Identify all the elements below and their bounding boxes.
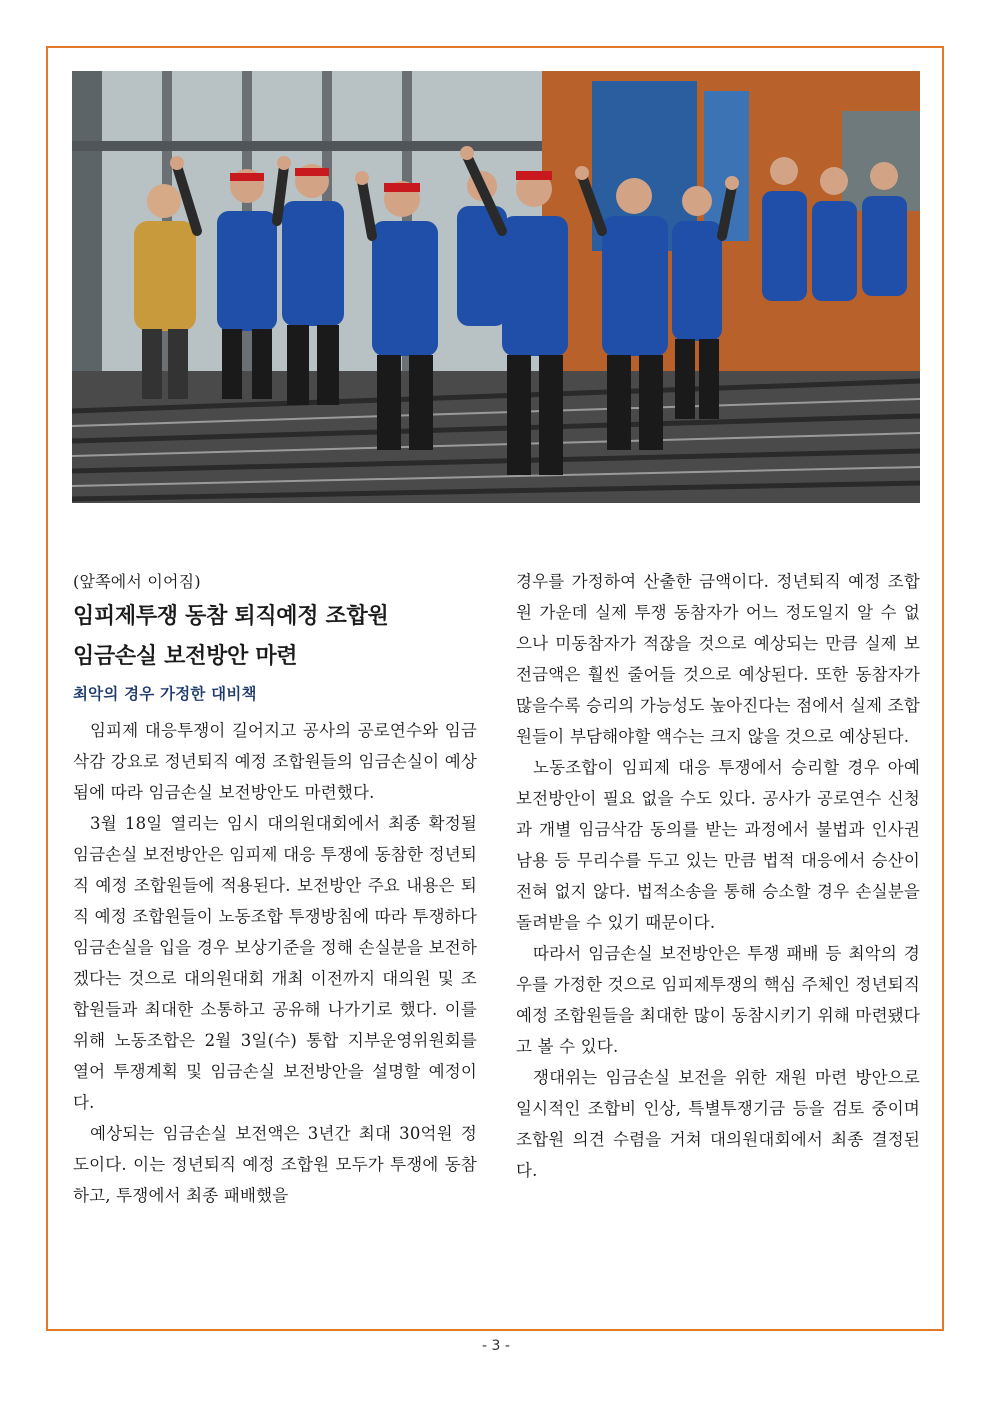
article-paragraph: 예상되는 임금손실 보전액은 3년간 최대 30억원 정도이다. 이는 정년퇴직 예정 조합원 모두가 투쟁에 동참하고, 투쟁에서 최종 패배했을 <box>73 1124 477 1205</box>
article-column-left <box>73 566 477 1211</box>
article-paragraph: 노동조합이 임피제 대응 투쟁에서 승리할 경우 아예 보전방안이 필요 없을 수도 있다. 공사가 공로연수 신청과 개별 임금삭감 동의를 받는 과정에서 불법과 인사권 남용 등 무리수를 두고 있는 만큼 법적 대응에서 승산이 전혀 없지 않다. 법적소송을 통해 승소할 경우 손실분을 돌려받을 수 있기 때문이다. <box>516 758 920 932</box>
article-paragraph: 쟁대위는 임금손실 보전을 위한 재원 마련 방안으로 일시적인 조합비 인상, 특별투쟁기금 등을 검토 중이며 조합원 의견 수렴을 거쳐 대의원대회에서 최종 결정된다. <box>516 1068 920 1180</box>
headline-line1: 임피제투쟁 동참 퇴직예정 조합원 <box>73 604 389 629</box>
protest-photo-illustration <box>72 71 920 503</box>
subheadline: 최악의 경우 가정한 대비책 <box>73 685 257 703</box>
continued-note: (앞쪽에서 이어짐) <box>73 572 201 591</box>
protest-photo <box>72 71 920 503</box>
article-paragraph: 임피제 대응투쟁이 길어지고 공사의 공로연수와 임금삭감 강요로 정년퇴직 예정 조합원들의 임금손실이 예상됨에 따라 임금손실 보전방안도 마련했다. <box>73 721 477 802</box>
article-paragraph: 3월 18일 열리는 임시 대의원대회에서 최종 확정될 임금손실 보전방안은 임피제 대응 투쟁에 동참한 정년퇴직 예정 조합원들에 적용된다. 보전방안 주요 내용은 퇴직 예정 조합원들이 노동조합 투쟁방침에 따라 투쟁하다 임금손실을 입을 경우 보상기준을 정해 손실분을 보전하겠다는 것으로 대의원대회 개최 이전까지 대의원 및 조합원들과 최대한 소통하고 공유해 나가기로 했다. 이를 위해 노동조합은 2월 3일(수) 통합 지부운영위원회를 열어 투쟁계획 및 임금손실 보전방안을 설명할 예정이다. <box>73 814 477 1112</box>
headline-line2: 임금손실 보전방안 마련 <box>73 644 298 669</box>
article-column-right <box>516 566 920 1186</box>
page-number: - 3 - <box>482 1338 510 1354</box>
article-paragraph-continued: 경우를 가정하여 산출한 금액이다. 정년퇴직 예정 조합원 가운데 실제 투쟁 동참자가 어느 정도일지 알 수 없으나 미동참자가 적잖을 것으로 예상되는 만큼 실제 보전금액은 훨씬 줄어들 것으로 예상된다. 또한 동참자가 많을수록 승리의 가능성도 높아진다는 점에서 실제 조합원들이 부담해야할 액수는 크지 않을 것으로 예상된다. <box>516 572 920 746</box>
article-paragraph: 따라서 임금손실 보전방안은 투쟁 패배 등 최악의 경우를 가정한 것으로 임피제투쟁의 핵심 주체인 정년퇴직예정 조합원들을 최대한 많이 동참시키기 위해 마련됐다고 볼 수 있다. <box>516 944 920 1056</box>
